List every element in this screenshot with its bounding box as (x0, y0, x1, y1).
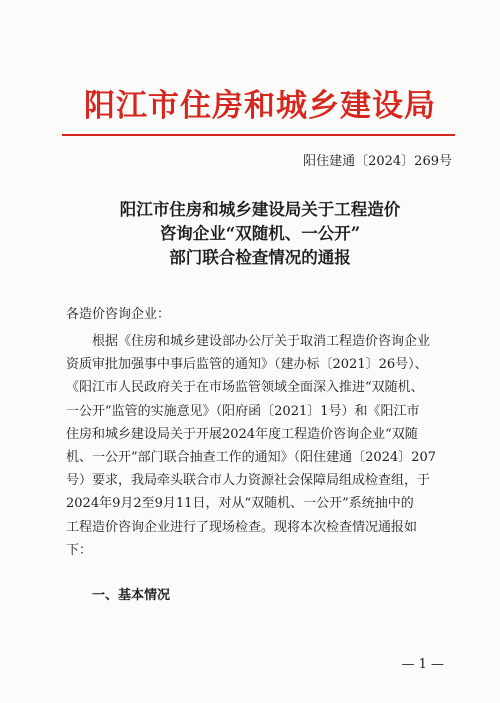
body-line: 工程造价咨询企业进行了现场检查。现将本次检查情况通报如 (66, 519, 418, 535)
notice-title-line-2: 咨询企业“双随机、一公开” (159, 224, 361, 243)
section-heading: 一、基本情况 (92, 588, 171, 603)
salutation: 各造价咨询企业： (66, 307, 171, 322)
body-line: 《阳江市人民政府关于在市场监管领域全面深入推进“双随机、 (66, 380, 424, 396)
body-line: 2024年9月2至9月11日，对从“双随机、一公开”系统抽中的 (66, 496, 414, 512)
notice-title-line-3: 部门联合检查情况的通报 (169, 248, 351, 267)
body-line: 一公开”监管的实施意见》（阳府函〔2021〕1号）和《阳江市 (66, 403, 420, 419)
page-number: — 1 — (401, 657, 444, 672)
header-red-rule (62, 134, 455, 136)
body-paragraph (66, 330, 456, 562)
body-line: 住房和城乡建设局关于开展2024年度工程造价咨询企业“双随 (66, 426, 418, 442)
document-number: 阳住建通〔2024〕269号 (303, 154, 452, 169)
body-line: 下： (66, 542, 93, 558)
body-line: 机、一公开”部门联合抽查工作的通知》（阳住建通〔2024〕207 (66, 449, 437, 465)
body-line: 号）要求，我局牵头联合市人力资源社会保障局组成检查组，于 (66, 473, 431, 489)
notice-title-line-1: 阳江市住房和城乡建设局关于工程造价 (119, 200, 401, 219)
agency-header-title: 阳江市住房和城乡建设局 (84, 88, 436, 124)
notice-title (60, 198, 460, 270)
body-line: 资质审批加强事中事后监管的通知》（建办标〔2021〕26号）、 (66, 357, 428, 373)
body-line: 根据《住房和城乡建设部办公厅关于取消工程造价咨询企业 (92, 334, 431, 349)
